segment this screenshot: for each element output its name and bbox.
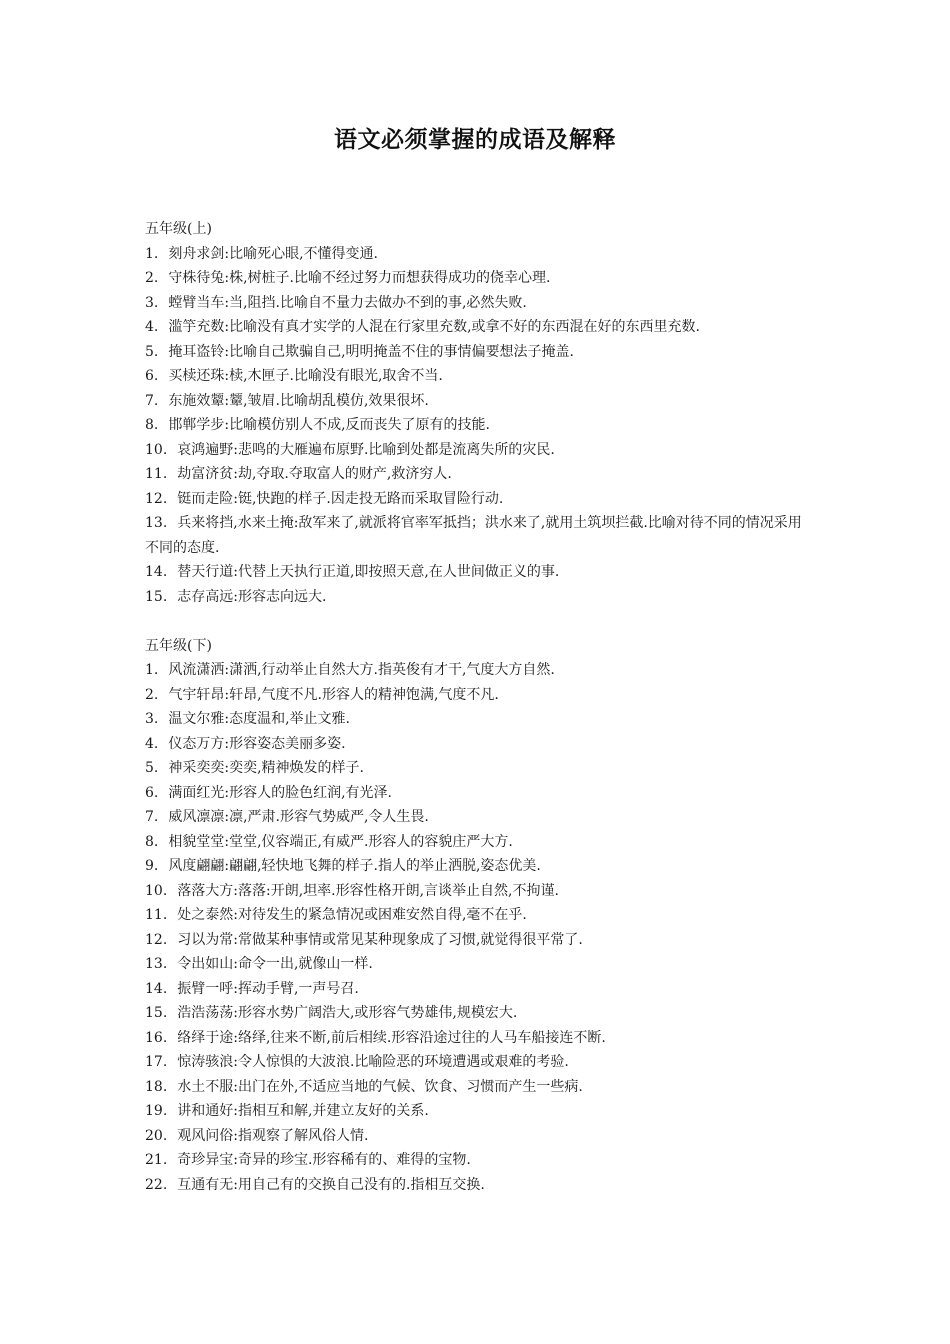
idiom-item <box>145 438 810 463</box>
item-number: 4. <box>145 735 159 752</box>
idiom-item <box>145 1173 810 1198</box>
item-text: 络绎于途:络绎,往来不断,前后相续.形容沿途过往的人马车船接连不断. <box>177 1029 606 1046</box>
idiom-item <box>145 266 810 291</box>
idiom-item <box>145 413 810 438</box>
item-text: 兵来将挡,水来土掩:敌军来了,就派将官率军抵挡；洪水来了,就用土筑坝拦截.比喻对待不同的情况采用不同的态度. <box>145 515 802 556</box>
item-text: 替天行道:代替上天执行正道,即按照天意,在人世间做正义的事. <box>177 564 560 580</box>
item-number: 15. <box>145 588 168 605</box>
idiom-item <box>145 340 810 365</box>
idiom-item <box>145 487 810 512</box>
idiom-item <box>145 462 810 487</box>
item-number: 13. <box>145 956 168 972</box>
item-number: 11. <box>145 907 168 923</box>
idiom-item <box>145 585 810 610</box>
item-text: 互通有无:用自己有的交换自己没有的.指相互交换. <box>177 1176 485 1193</box>
item-text: 温文尔雅:态度温和,举止文雅. <box>168 711 350 727</box>
item-text: 浩浩荡荡:形容水势广阔浩大,或形容气势雄伟,规模宏大. <box>177 1005 518 1021</box>
document-body <box>145 217 810 1197</box>
item-text: 相貌堂堂:堂堂,仪容端正,有威严.形容人的容貌庄严大方. <box>168 833 513 850</box>
item-number: 9. <box>145 858 159 874</box>
item-number: 16. <box>145 1029 168 1046</box>
item-text: 落落大方:落落:开朗,坦率.形容性格开朗,言谈举止自然,不拘谨. <box>177 882 559 899</box>
item-text: 东施效颦:颦,皱眉.比喻胡乱模仿,效果很坏. <box>168 392 429 409</box>
item-number: 14. <box>145 980 168 997</box>
item-number: 6. <box>145 368 159 384</box>
item-text: 振臂一呼:挥动手臂,一声号召. <box>177 980 359 997</box>
item-text: 风度翩翩:翩翩,轻快地飞舞的样子.指人的举止洒脱,姿态优美. <box>168 858 541 874</box>
item-text: 掩耳盗铃:比喻自己欺骗自己,明明掩盖不住的事情偏要想法子掩盖. <box>168 343 574 360</box>
item-number: 4. <box>145 319 159 335</box>
document-title: 语文必须掌握的成语及解释 <box>334 127 616 153</box>
item-number: 8. <box>145 417 159 433</box>
idiom-item <box>145 781 810 806</box>
item-number: 6. <box>145 784 159 801</box>
item-text: 铤而走险:铤,快跑的样子.因走投无路而采取冒险行动. <box>177 490 504 507</box>
idiom-item <box>145 732 810 757</box>
item-text: 风流潇洒:潇洒,行动举止自然大方.指英俊有才干,气度大方自然. <box>168 662 555 678</box>
item-text: 劫富济贫:劫,夺取.夺取富人的财产,救济穷人. <box>177 466 452 482</box>
idiom-item <box>145 879 810 904</box>
item-text: 守株待兔:株,树桩子.比喻不经过努力而想获得成功的侥幸心理. <box>168 270 551 286</box>
idiom-item <box>145 560 810 585</box>
idiom-item <box>145 1001 810 1026</box>
item-number: 10. <box>145 882 168 899</box>
item-number: 3. <box>145 711 159 727</box>
item-text: 买椟还珠:椟,木匣子.比喻没有眼光,取舍不当. <box>168 368 443 384</box>
idiom-item <box>145 854 810 879</box>
idiom-item <box>145 1099 810 1124</box>
item-text: 惊涛骇浪:令人惊惧的大波浪.比喻险恶的环境遭遇或艰难的考验. <box>177 1054 569 1070</box>
item-text: 志存高远:形容志向远大. <box>177 588 327 605</box>
item-number: 18. <box>145 1078 168 1095</box>
idiom-item <box>145 977 810 1002</box>
item-text: 刻舟求剑:比喻死心眼,不懂得变通. <box>168 245 378 262</box>
item-number: 22. <box>145 1176 168 1193</box>
item-text: 威风凛凛:凛,严肃.形容气势威严,令人生畏. <box>168 809 429 825</box>
item-text: 讲和通好:指相互和解,并建立友好的关系. <box>177 1103 429 1119</box>
idiom-item <box>145 830 810 855</box>
item-number: 7. <box>145 392 159 409</box>
idiom-item <box>145 511 810 560</box>
idiom-item <box>145 756 810 781</box>
item-text: 滥竽充数:比喻没有真才实学的人混在行家里充数,或拿不好的东西混在好的东西里充数. <box>168 319 700 335</box>
item-number: 8. <box>145 833 159 850</box>
idiom-item <box>145 1050 810 1075</box>
item-number: 5. <box>145 343 159 360</box>
item-number: 3. <box>145 294 159 311</box>
item-number: 17. <box>145 1054 168 1070</box>
idiom-item <box>145 1124 810 1149</box>
item-text: 习以为常:常做某种事情或常见某种现象成了习惯,就觉得很平常了. <box>177 931 583 948</box>
item-number: 1. <box>145 662 159 678</box>
idiom-item <box>145 1148 810 1173</box>
idiom-item <box>145 315 810 340</box>
item-number: 15. <box>145 1005 168 1021</box>
idiom-item <box>145 364 810 389</box>
item-text: 神采奕奕:奕奕,精神焕发的样子. <box>168 760 364 776</box>
item-text: 仪态万方:形容姿态美丽多姿. <box>168 735 346 752</box>
section-grade5-lower <box>145 634 810 1198</box>
item-text: 奇珍异宝:奇异的珍宝.形容稀有的、难得的宝物. <box>177 1152 471 1168</box>
item-number: 21. <box>145 1152 168 1168</box>
idiom-item <box>145 683 810 708</box>
item-number: 5. <box>145 760 159 776</box>
item-number: 1. <box>145 245 159 262</box>
item-number: 13. <box>145 515 168 531</box>
item-number: 14. <box>145 564 168 580</box>
item-number: 19. <box>145 1103 168 1119</box>
idiom-item <box>145 707 810 732</box>
item-text: 处之泰然:对待发生的紧急情况或困难安然自得,毫不在乎. <box>177 907 527 923</box>
idiom-item <box>145 389 810 414</box>
item-text: 邯郸学步:比喻模仿别人不成,反而丧失了原有的技能. <box>168 417 490 433</box>
item-text: 螳臂当车:当,阻挡.比喻自不量力去做办不到的事,必然失败. <box>168 294 527 311</box>
section-grade5-upper <box>145 217 810 609</box>
item-text: 满面红光:形容人的脸色红润,有光泽. <box>168 784 392 801</box>
item-text: 水土不服:出门在外,不适应当地的气候、饮食、习惯而产生一些病. <box>177 1078 583 1095</box>
idiom-item <box>145 242 810 267</box>
section-heading: 五年级(上) <box>145 221 212 237</box>
item-number: 12. <box>145 490 168 507</box>
item-number: 20. <box>145 1127 168 1144</box>
item-text: 令出如山:命令一出,就像山一样. <box>177 956 373 972</box>
item-number: 7. <box>145 809 159 825</box>
idiom-item <box>145 903 810 928</box>
idiom-item <box>145 1075 810 1100</box>
item-number: 11. <box>145 466 168 482</box>
idiom-item <box>145 952 810 977</box>
section-heading: 五年级(下) <box>145 637 212 654</box>
item-text: 观风问俗:指观察了解风俗人情. <box>177 1127 369 1144</box>
item-text: 哀鸿遍野:悲鸣的大雁遍布原野.比喻到处都是流离失所的灾民. <box>177 441 555 458</box>
item-text: 气宇轩昂:轩昂,气度不凡.形容人的精神饱满,气度不凡. <box>168 686 499 703</box>
idiom-item <box>145 1026 810 1051</box>
idiom-item <box>145 928 810 953</box>
item-number: 2. <box>145 686 159 703</box>
item-number: 10. <box>145 441 168 458</box>
item-number: 2. <box>145 270 159 286</box>
idiom-item <box>145 291 810 316</box>
idiom-item <box>145 805 810 830</box>
idiom-item <box>145 658 810 683</box>
item-number: 12. <box>145 931 168 948</box>
